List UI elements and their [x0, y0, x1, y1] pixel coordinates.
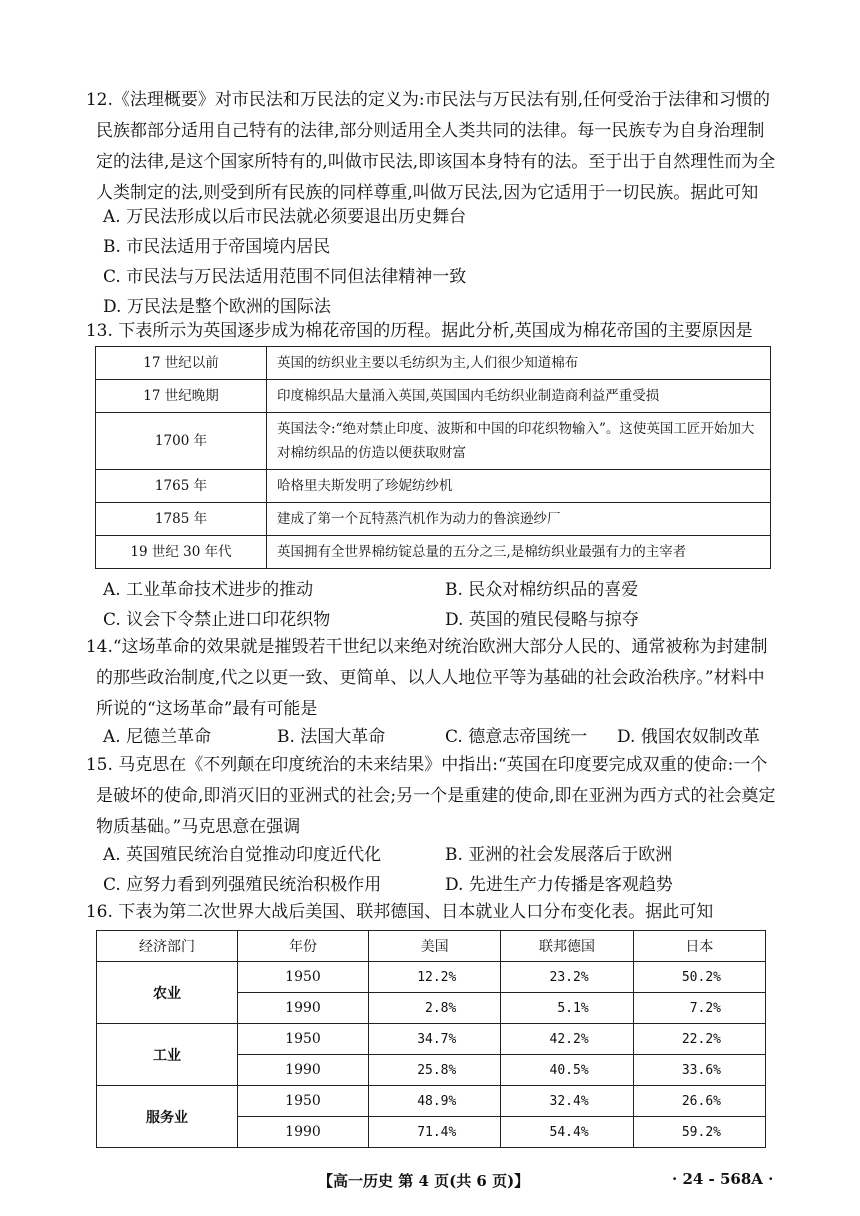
q12-option-b: B. 市民法适用于帝国境内居民: [103, 237, 331, 257]
question-13: [85, 316, 796, 347]
page-number-label: 【高一历史 第 4 页(共 6 页)】: [318, 1172, 530, 1190]
q14-option-c: C. 德意志帝国统一: [445, 727, 588, 747]
table-row: 农业 1950 12.2% 23.2% 50.2%: [97, 962, 766, 993]
question-12: [85, 85, 776, 209]
cotton-empire-table: [95, 346, 771, 569]
q15-option-b: B. 亚洲的社会发展落后于欧洲: [445, 845, 673, 865]
table-row: 1765 年 哈格里夫斯发明了珍妮纺纱机: [96, 470, 771, 503]
q14-option-d: D. 俄国农奴制改革: [617, 727, 760, 747]
question-14-stem: 14.“这场革命的效果就是摧毁若干世纪以来绝对统治欧洲大部分人民的、通常被称为封建制的那些政治制度,代之以更一致、更简单、以人人地位平等为基础的社会政治秩序。”材料中所说的“这场革命”最有可能是: [85, 637, 768, 719]
question-16-stem: 16. 下表为第二次世界大战后美国、联邦德国、日本就业人口分布变化表。据此可知: [85, 902, 714, 922]
q15-option-c: C. 应努力看到列强殖民统治积极作用: [103, 875, 382, 895]
table-row: 17 世纪以前 英国的纺织业主要以毛纺织为主,人们很少知道棉布: [96, 347, 771, 380]
table-row: 工业 1950 34.7% 42.2% 22.2%: [97, 1024, 766, 1055]
q15-option-a: A. 英国殖民统治自觉推动印度近代化: [103, 845, 382, 865]
employment-table: [96, 930, 766, 1148]
table-row: 1785 年 建成了第一个瓦特蒸汽机作为动力的鲁滨逊纱厂: [96, 503, 771, 536]
question-15-stem: 15. 马克思在《不列颠在印度统治的未来结果》中指出:“英国在印度要完成双重的使命:一个是破坏的使命,即消灭旧的亚洲式的社会;另一个是重建的使命,即在亚洲为西方式的社会奠定物质基础。”马克思意在强调: [85, 755, 776, 837]
table-row: 1990 71.4% 54.4% 59.2%: [97, 1117, 766, 1148]
question-15: [85, 750, 776, 843]
q15-option-d: D. 先进生产力传播是客观趋势: [445, 875, 673, 895]
exam-code: · 24 - 568A ·: [672, 1170, 774, 1188]
table-row: 17 世纪晚期 印度棉织品大量涌入英国,英国国内毛纺织业制造商利益严重受损: [96, 380, 771, 413]
table-row: 1990 2.8% 5.1% 7.2%: [97, 993, 766, 1024]
table-row: 1990 25.8% 40.5% 33.6%: [97, 1055, 766, 1086]
table-header-row: 经济部门 年份 美国 联邦德国 日本: [97, 931, 766, 962]
question-14: [85, 632, 776, 725]
q13-option-b: B. 民众对棉纺织品的喜爱: [445, 580, 639, 600]
table-row: 1700 年 英国法令:“绝对禁止印度、波斯和中国的印花织物输入”。这使英国工匠开始加大对棉纺织品的仿造以便获取财富: [96, 413, 771, 470]
q14-option-a: A. 尼德兰革命: [103, 727, 212, 747]
q13-option-c: C. 议会下令禁止进口印花织物: [103, 610, 331, 630]
table-row: 19 世纪 30 年代 英国拥有全世界棉纺锭总量的五分之三,是棉纺织业最强有力的主宰者: [96, 536, 771, 569]
q12-option-d: D. 万民法是整个欧洲的国际法: [103, 297, 331, 317]
q14-option-b: B. 法国大革命: [277, 727, 386, 747]
q12-option-c: C. 市民法与万民法适用范围不同但法律精神一致: [103, 267, 467, 287]
q13-option-d: D. 英国的殖民侵略与掠夺: [445, 610, 639, 630]
table-row: 服务业 1950 48.9% 32.4% 26.6%: [97, 1086, 766, 1117]
q12-option-a: A. 万民法形成以后市民法就必须要退出历史舞台: [103, 207, 467, 227]
question-16: [85, 897, 796, 928]
q13-option-a: A. 工业革命技术进步的推动: [103, 580, 314, 600]
question-13-stem: 13. 下表所示为英国逐步成为棉花帝国的历程。据此分析,英国成为棉花帝国的主要原因是: [85, 321, 753, 341]
question-12-stem: 12.《法理概要》对市民法和万民法的定义为:市民法与万民法有别,任何受治于法律和习惯的民族都部分适用自己特有的法律,部分则适用全人类共同的法律。每一民族专为自身治理制定的法律,是这个国家所特有的,叫做市民法,即该国本身特有的法。至于出于自然理性而为全人类制定的法,则受到所有民族的同样尊重,叫做万民法,因为它适用于一切民族。据此可知: [85, 90, 776, 203]
